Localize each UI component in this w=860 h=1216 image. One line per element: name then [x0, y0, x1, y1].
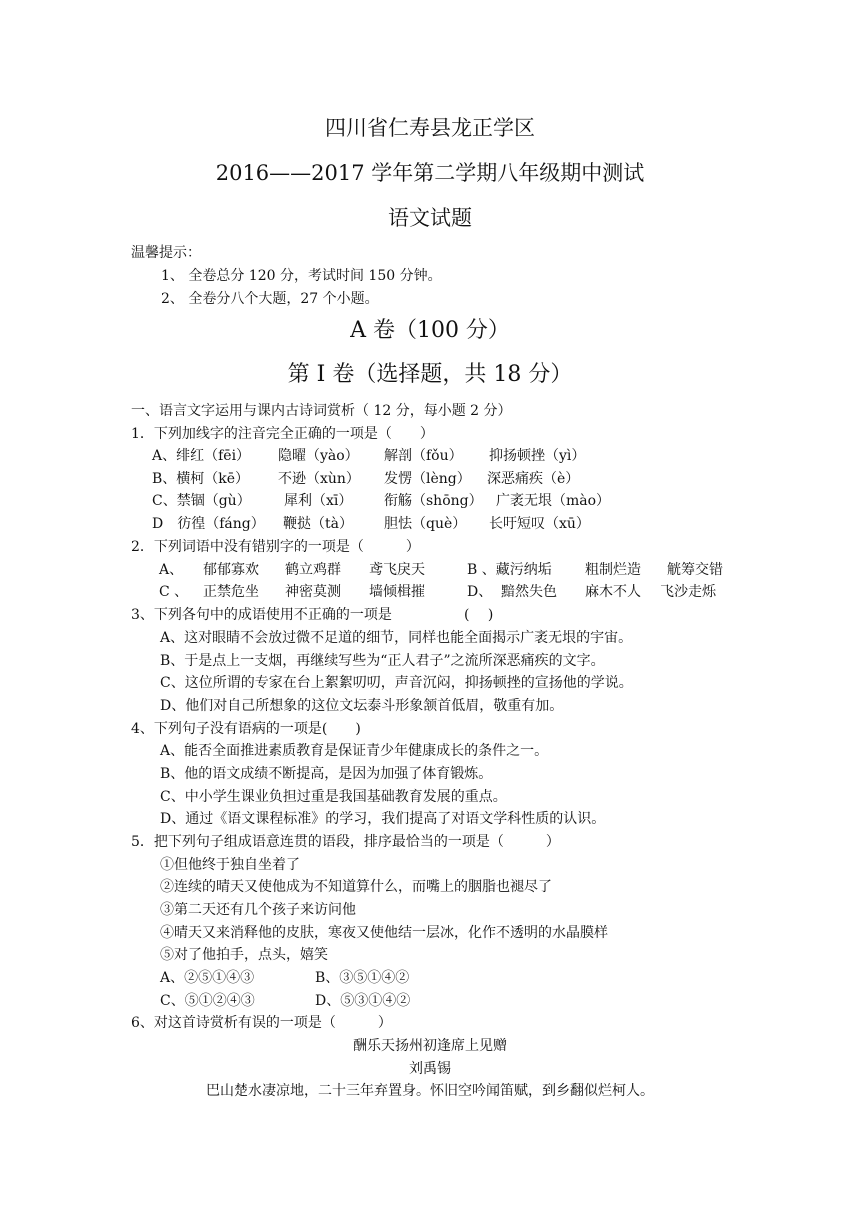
- option-cell: 深恶痛疾（è）: [487, 471, 580, 487]
- sentence-line: ③第二天还有几个孩子来访问他: [160, 902, 356, 918]
- tip-item: 2、 全卷分八个大题，27 个小题。: [161, 291, 379, 307]
- sentence-line: ①但他终于独自坐着了: [160, 857, 300, 873]
- option-cell: 犀利（xī）: [284, 493, 353, 509]
- option-cell: 衔觞（shōng）: [384, 493, 483, 509]
- option-cell: B 、藏污纳垢: [467, 562, 552, 578]
- option-cell: D、⑤③①④②: [315, 993, 411, 1009]
- option-cell: D 彷徨（fáng）: [152, 516, 265, 532]
- question-3-answer-paren: ( ): [464, 607, 494, 623]
- question-6-stem: 6、对这首诗赏析有误的一项是（ ）: [131, 1015, 392, 1031]
- school-title: 四川省仁寿县龙正学区: [325, 116, 535, 140]
- option-cell: A、: [159, 562, 184, 578]
- tips-title: 温馨提示：: [131, 245, 201, 261]
- option-cell: 飞沙走烁: [660, 584, 716, 600]
- option-cell: 郁郁寡欢: [203, 562, 259, 578]
- exam-title: 2016——2017 学年第二学期八年级期中测试: [215, 161, 645, 185]
- option-line: A、能否全面推进素质教育是保证青少年健康成长的条件之一。: [160, 743, 549, 759]
- sentence-line: ④晴天又来消释他的皮肤，寒夜又使他结一层冰，化作不透明的水晶膜样: [160, 925, 608, 941]
- option-cell: 发愣（lèng）: [384, 471, 471, 487]
- poem-line: 巴山楚水凄凉地，二十三年弃置身。怀旧空吟闻笛赋，到乡翻似烂柯人。: [206, 1083, 654, 1099]
- option-cell: 墙倾楫摧: [369, 584, 425, 600]
- option-cell: 正禁危坐: [203, 584, 259, 600]
- option-line: D、他们对自己所想象的这位文坛泰斗形象颔首低眉，敬重有加。: [160, 698, 564, 714]
- option-line: D、通过《语文课程标准》的学习，我们提高了对语文学科性质的认识。: [160, 811, 606, 827]
- question-4-stem: 4、下列句子没有语病的一项是( ): [131, 721, 361, 737]
- option-cell: 长吁短叹（xū）: [489, 516, 590, 532]
- option-cell: C、⑤①②④③: [160, 993, 255, 1009]
- option-cell: 黯然失色: [501, 584, 557, 600]
- option-cell: 神密莫测: [285, 584, 341, 600]
- poem-title: 酬乐天扬州初逢席上见赠: [353, 1038, 507, 1054]
- option-line: C、中小学生课业负担过重是我国基础教育发展的重点。: [160, 789, 507, 805]
- tip-item: 1、 全卷总分 120 分，考试时间 150 分钟。: [161, 268, 442, 284]
- option-cell: C、禁锢（gù）: [152, 493, 251, 509]
- question-3-stem: 3、下列各句中的成语使用不正确的一项是: [131, 607, 392, 623]
- part-one-title: 第 I 卷（选择题，共 18 分）: [287, 362, 573, 387]
- section-a-title: A 卷（100 分）: [350, 318, 510, 343]
- subject-title: 语文试题: [388, 206, 472, 230]
- option-line: C、这位所谓的专家在台上絮絮叨叨，声音沉闷，抑扬顿挫的宣扬他的学说。: [160, 675, 633, 691]
- option-cell: B、③⑤①④②: [315, 970, 410, 986]
- option-cell: 解剖（fǒu）: [384, 448, 463, 464]
- option-cell: 胆怯（què）: [384, 516, 467, 532]
- option-cell: 鸢飞戾天: [369, 562, 425, 578]
- question-2-stem: 2．下列词语中没有错别字的一项是（ ）: [131, 539, 420, 555]
- sentence-line: ②连续的晴天又使他成为不知道算什么，而嘴上的胭脂也褪尽了: [160, 879, 552, 895]
- option-cell: 麻木不人: [585, 584, 641, 600]
- question-5-stem: 5．把下列句子组成语意连贯的语段，排序最恰当的一项是（ ）: [131, 834, 560, 850]
- sentence-line: ⑤对了他拍手，点头，嬉笑: [160, 947, 328, 963]
- question-1-stem: 1．下列加线字的注音完全正确的一项是（ ）: [131, 426, 434, 442]
- option-cell: B、横柯（kē）: [152, 471, 250, 487]
- option-cell: 粗制烂造: [585, 562, 641, 578]
- option-line: B、他的语文成绩不断提高，是因为加强了体育锻炼。: [160, 766, 493, 782]
- option-cell: C 、: [159, 584, 189, 600]
- option-cell: 鹤立鸡群: [285, 562, 341, 578]
- option-cell: A、②⑤①④③: [160, 970, 255, 986]
- option-cell: A、绯红（fēi）: [152, 448, 251, 464]
- poem-author: 刘禹锡: [409, 1061, 451, 1077]
- option-cell: 鞭挞（tà）: [283, 516, 353, 532]
- part-one-intro: 一、语言文字运用与课内古诗词赏析（ 12 分，每小题 2 分）: [131, 403, 512, 419]
- option-cell: D、: [467, 584, 493, 600]
- option-line: A、这对眼睛不会放过微不足道的细节，同样也能全面揭示广袤无垠的宇宙。: [160, 630, 633, 646]
- option-line: B、于是点上一支烟，再继续写些为“正人君子”之流所深恶痛疾的文字。: [160, 653, 605, 669]
- option-cell: 不逊（xùn）: [278, 471, 360, 487]
- option-cell: 隐曜（yào）: [278, 448, 359, 464]
- option-cell: 广袤无垠（mào）: [496, 493, 611, 509]
- option-cell: 觥筹交错: [667, 562, 723, 578]
- option-cell: 抑扬顿挫（yì）: [489, 448, 586, 464]
